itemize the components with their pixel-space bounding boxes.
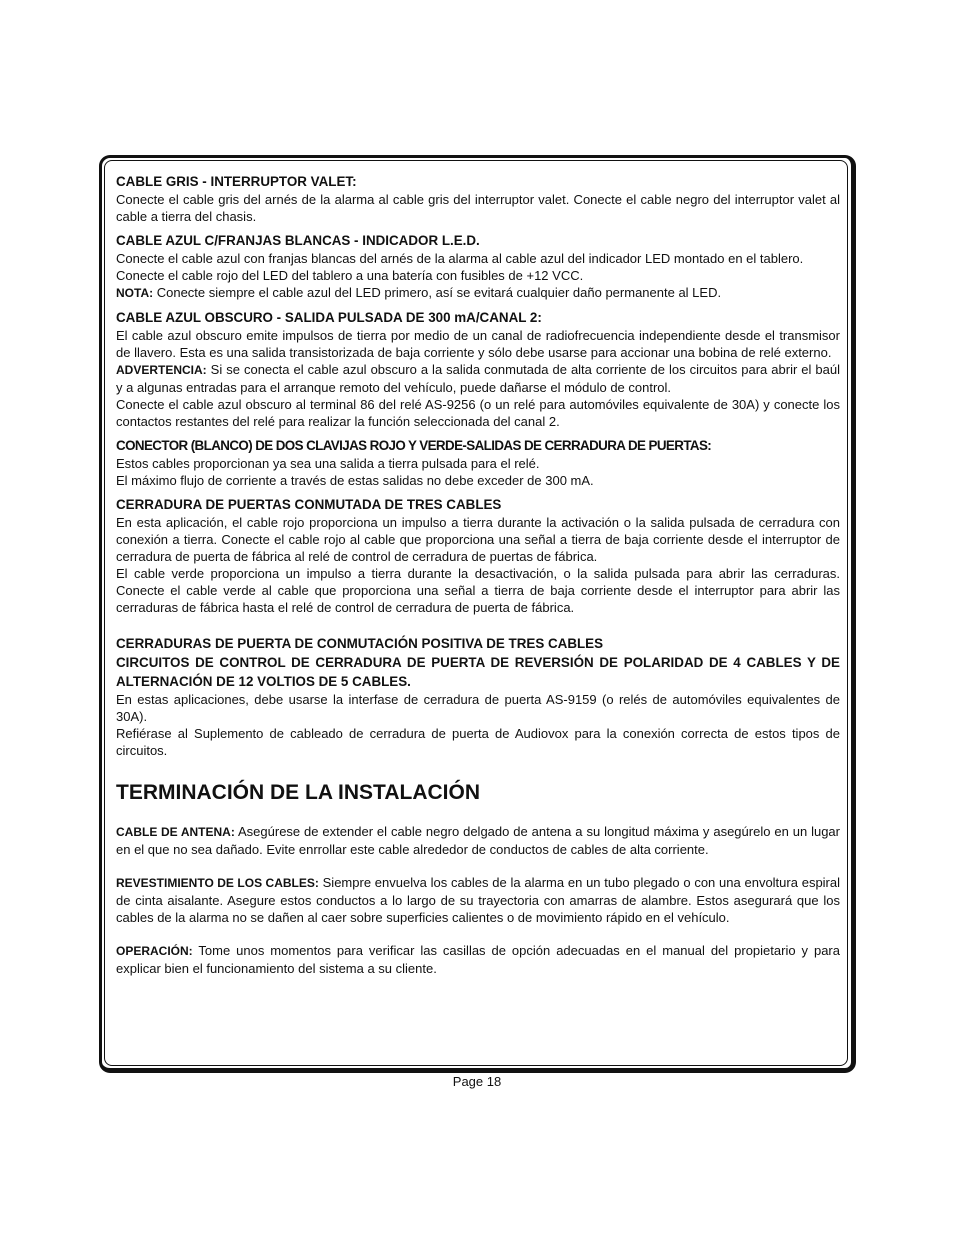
section-three-wire-lock <box>116 495 840 616</box>
paragraph: En estas aplicaciones, debe usarse la interfase de cerradura de puerta AS-9159 (o relés de automóviles equivalentes de 30A). <box>116 692 840 724</box>
paragraph-label: OPERACIÓN: <box>116 944 193 958</box>
page-number: Page 18 <box>452 1074 502 1089</box>
paragraph-text: Siempre envuelva los cables de la alarma en un tubo plegado o con una envoltura espiral de cinta aisalante. Asegure estos conductos a lo largo de su trayectoria con amarras de alambre. Estos asegurará que los cables de la alarma no se dañen al caer sobre superficies calientes o de movimiento rápido en el vehículo. <box>116 875 841 925</box>
paragraph-text: Asegúrese de extender el cable negro delgado de antena a su longitud máxima y asegúrelo en un lugar en el que no sea dañado. Evite enrrollar este cable alrededor de conductos de cables de alta corriente. <box>116 824 840 857</box>
page-title: TERMINACIÓN DE LA INSTALACIÓN <box>116 781 480 804</box>
section-connector <box>116 436 840 489</box>
paragraph: Conecte el cable rojo del LED del tablero a una batería con fusibles de +12 VCC. <box>116 268 584 283</box>
section-heading: CERRADURAS DE PUERTA DE CONMUTACIÓN POSITIVA DE TRES CABLES <box>116 636 604 651</box>
paragraph-label: REVESTIMIENTO DE LOS CABLES: <box>116 876 319 890</box>
cable-wrap-paragraph <box>116 874 840 926</box>
section-heading: CABLE GRIS - INTERRUPTOR VALET: <box>116 174 357 189</box>
document-body <box>116 172 840 977</box>
paragraph: Refiérase al Suplemento de cableado de cerradura de puerta de Audiovox para la conexión correcta de estos tipos de circuitos. <box>116 726 840 758</box>
section-subheading: CIRCUITOS DE CONTROL DE CERRADURA DE PUERTA DE REVERSIÓN DE POLARIDAD DE 4 CABLES Y DE ALTERNACIÓN DE 12 VOLTIOS DE 5 CABLES. <box>116 655 840 689</box>
note-label: NOTA: <box>116 286 154 300</box>
antenna-paragraph <box>116 823 840 858</box>
paragraph: Conecte el cable gris del arnés de la alarma al cable gris del interruptor valet. Conecte el cable negro del interruptor valet al cable a tierra del chasis. <box>116 192 840 224</box>
paragraph: En esta aplicación, el cable rojo proporciona un impulso a tierra durante la activación o la salida pulsada de cerradura con conexión a tierra. Conecte el cable rojo al cable que proporciona una señal a tierra de baja corriente desde el interruptor de cerradura de puerta de fábrica al relé de control de cerradura de puertas de fábrica. <box>116 515 840 564</box>
warning-paragraph <box>116 361 840 396</box>
paragraph: Conecte el cable azul obscuro al terminal 86 del relé AS-9256 (o un relé para automóviles equivalente de 30A) y conecte los contactos restantes del relé para realizar la función seleccionada del canal 2. <box>116 397 840 429</box>
note-text: Conecte siempre el cable azul del LED primero, así se evitará cualquier daño permanente al LED. <box>153 285 722 300</box>
section-heading: CABLE AZUL C/FRANJAS BLANCAS - INDICADOR L.E.D. <box>116 233 480 248</box>
section-dark-blue-wire <box>116 308 840 430</box>
paragraph: El cable azul obscuro emite impulsos de tierra por medio de un canal de radiofrecuencia independiente desde el transmisor de llavero. Esta es una salida transistorizada de baja corriente y sólo debe usarse para accionar una bobina de relé externo. <box>116 328 840 360</box>
paragraph-text: Tome unos momentos para verificar las casillas de opción adecuadas en el manual del propietario y para explicar bien el funcionamiento del sistema a su cliente. <box>116 943 840 976</box>
paragraph: El máximo flujo de corriente a través de estas salidas no debe exceder de 300 mA. <box>116 473 594 488</box>
section-heading: CONECTOR (BLANCO) DE DOS CLAVIJAS ROJO Y VERDE-SALIDAS DE CERRADURA DE PUERTAS: <box>116 438 712 453</box>
section-positive-lock <box>116 634 840 759</box>
paragraph-label: CABLE DE ANTENA: <box>116 825 235 839</box>
note-paragraph <box>116 284 840 302</box>
section-heading: CABLE AZUL OBSCURO - SALIDA PULSADA DE 300 mA/CANAL 2: <box>116 310 542 325</box>
warning-text: Si se conecta el cable azul obscuro a la salida conmutada de alta corriente de los circuitos para abrir el baúl y a algunas entradas para el arranque remoto del vehículo, puede dañarse el módulo de control. <box>116 362 840 395</box>
section-led-wire <box>116 231 840 302</box>
section-heading: CERRADURA DE PUERTAS CONMUTADA DE TRES CABLES <box>116 497 502 512</box>
section-gray-wire <box>116 172 840 225</box>
warning-label: ADVERTENCIA: <box>116 363 207 377</box>
operation-paragraph <box>116 942 840 977</box>
paragraph: El cable verde proporciona un impulso a tierra durante la desactivación, o la salida pulsada para abrir las cerraduras. Conecte el cable verde al cable que proporciona una señal a tierra de baja corriente desde el interruptor para abrir las cerraduras de fábrica hasta el relé de control de cerradura de puerta de fábrica. <box>116 566 840 615</box>
paragraph: Conecte el cable azul con franjas blancas del arnés de la alarma al cable azul del indicador LED montado en el tablero. <box>116 251 804 266</box>
paragraph: Estos cables proporcionan ya sea una salida a tierra pulsada para el relé. <box>116 456 540 471</box>
